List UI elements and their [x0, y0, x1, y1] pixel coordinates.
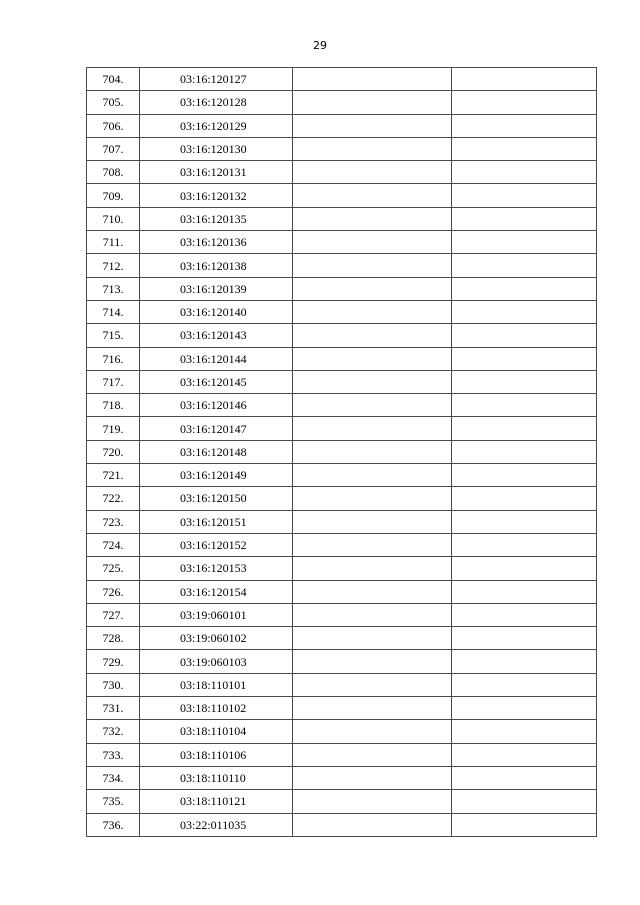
row-number-cell: 707.	[87, 137, 140, 160]
row-number-cell: 736.	[87, 813, 140, 836]
row-number-cell: 722.	[87, 487, 140, 510]
table-row	[87, 370, 597, 393]
page-number: 29	[313, 39, 327, 52]
cadastral-code-cell: 03:18:110110	[140, 766, 293, 789]
row-number-cell: 725.	[87, 557, 140, 580]
empty-cell	[293, 557, 452, 580]
cadastral-code-cell: 03:18:110106	[140, 743, 293, 766]
table-row	[87, 533, 597, 556]
empty-cell	[293, 650, 452, 673]
empty-cell	[293, 580, 452, 603]
table-row	[87, 464, 597, 487]
table-row	[87, 650, 597, 673]
empty-cell	[452, 790, 597, 813]
empty-cell	[293, 510, 452, 533]
table-row	[87, 487, 597, 510]
empty-cell	[452, 650, 597, 673]
table-row	[87, 91, 597, 114]
empty-cell	[293, 813, 452, 836]
empty-cell	[452, 68, 597, 91]
empty-cell	[293, 184, 452, 207]
table-row	[87, 324, 597, 347]
table-row	[87, 673, 597, 696]
empty-cell	[452, 137, 597, 160]
cadastral-code-cell: 03:16:120144	[140, 347, 293, 370]
empty-cell	[293, 137, 452, 160]
table-row	[87, 394, 597, 417]
row-number-cell: 735.	[87, 790, 140, 813]
row-number-cell: 716.	[87, 347, 140, 370]
row-number-cell: 726.	[87, 580, 140, 603]
empty-cell	[452, 347, 597, 370]
row-number-cell: 711.	[87, 231, 140, 254]
table-row	[87, 161, 597, 184]
empty-cell	[452, 184, 597, 207]
empty-cell	[293, 300, 452, 323]
empty-cell	[293, 254, 452, 277]
cadastral-code-cell: 03:16:120131	[140, 161, 293, 184]
cadastral-code-cell: 03:16:120138	[140, 254, 293, 277]
cadastral-code-cell: 03:16:120135	[140, 207, 293, 230]
row-number-cell: 708.	[87, 161, 140, 184]
empty-cell	[293, 487, 452, 510]
empty-cell	[452, 440, 597, 463]
table-row	[87, 603, 597, 626]
cadastral-code-cell: 03:16:120147	[140, 417, 293, 440]
empty-cell	[452, 487, 597, 510]
table-row	[87, 697, 597, 720]
cadastral-code-cell: 03:16:120145	[140, 370, 293, 393]
cadastral-code-cell: 03:16:120149	[140, 464, 293, 487]
empty-cell	[452, 324, 597, 347]
empty-cell	[452, 557, 597, 580]
row-number-cell: 715.	[87, 324, 140, 347]
table-row	[87, 207, 597, 230]
empty-cell	[293, 277, 452, 300]
empty-cell	[293, 720, 452, 743]
cadastral-code-cell: 03:16:120127	[140, 68, 293, 91]
cadastral-code-cell: 03:16:120136	[140, 231, 293, 254]
cadastral-code-cell: 03:16:120152	[140, 533, 293, 556]
row-number-cell: 733.	[87, 743, 140, 766]
empty-cell	[293, 394, 452, 417]
cadastral-code-cell: 03:19:060103	[140, 650, 293, 673]
cadastral-code-cell: 03:19:060101	[140, 603, 293, 626]
empty-cell	[452, 673, 597, 696]
empty-cell	[293, 207, 452, 230]
empty-cell	[293, 231, 452, 254]
table-row	[87, 627, 597, 650]
cadastral-code-cell: 03:22:011035	[140, 813, 293, 836]
cadastral-code-cell: 03:19:060102	[140, 627, 293, 650]
table-row	[87, 813, 597, 836]
empty-cell	[452, 254, 597, 277]
table-row	[87, 184, 597, 207]
empty-cell	[293, 464, 452, 487]
empty-cell	[452, 91, 597, 114]
cadastral-code-cell: 03:16:120150	[140, 487, 293, 510]
row-number-cell: 712.	[87, 254, 140, 277]
cadastral-code-cell: 03:18:110102	[140, 697, 293, 720]
empty-cell	[293, 161, 452, 184]
empty-cell	[452, 300, 597, 323]
empty-cell	[293, 324, 452, 347]
table-row	[87, 68, 597, 91]
cadastral-code-cell: 03:18:110104	[140, 720, 293, 743]
empty-cell	[452, 697, 597, 720]
empty-cell	[293, 91, 452, 114]
empty-cell	[293, 417, 452, 440]
row-number-cell: 732.	[87, 720, 140, 743]
row-number-cell: 730.	[87, 673, 140, 696]
row-number-cell: 728.	[87, 627, 140, 650]
row-number-cell: 731.	[87, 697, 140, 720]
empty-cell	[452, 720, 597, 743]
row-number-cell: 721.	[87, 464, 140, 487]
table-row	[87, 557, 597, 580]
table-body	[87, 68, 597, 837]
table-row	[87, 417, 597, 440]
empty-cell	[452, 417, 597, 440]
row-number-cell: 723.	[87, 510, 140, 533]
cadastral-code-cell: 03:16:120140	[140, 300, 293, 323]
empty-cell	[452, 580, 597, 603]
table-row	[87, 114, 597, 137]
cadastral-code-cell: 03:16:120148	[140, 440, 293, 463]
table-row	[87, 510, 597, 533]
cadastral-code-cell: 03:16:120143	[140, 324, 293, 347]
row-number-cell: 710.	[87, 207, 140, 230]
row-number-cell: 727.	[87, 603, 140, 626]
cadastral-code-cell: 03:18:110101	[140, 673, 293, 696]
cadastral-code-cell: 03:16:120146	[140, 394, 293, 417]
empty-cell	[452, 510, 597, 533]
empty-cell	[452, 394, 597, 417]
empty-cell	[293, 347, 452, 370]
row-number-cell: 714.	[87, 300, 140, 323]
cadastral-code-cell: 03:16:120139	[140, 277, 293, 300]
empty-cell	[293, 673, 452, 696]
empty-cell	[452, 464, 597, 487]
row-number-cell: 734.	[87, 766, 140, 789]
cadastral-code-cell: 03:18:110121	[140, 790, 293, 813]
row-number-cell: 705.	[87, 91, 140, 114]
table-row	[87, 254, 597, 277]
row-number-cell: 713.	[87, 277, 140, 300]
cadastral-table	[86, 67, 597, 837]
empty-cell	[452, 161, 597, 184]
cadastral-code-cell: 03:16:120130	[140, 137, 293, 160]
empty-cell	[452, 766, 597, 789]
empty-cell	[452, 277, 597, 300]
empty-cell	[452, 533, 597, 556]
empty-cell	[452, 813, 597, 836]
cadastral-code-cell: 03:16:120154	[140, 580, 293, 603]
row-number-cell: 720.	[87, 440, 140, 463]
empty-cell	[452, 603, 597, 626]
table-row	[87, 743, 597, 766]
empty-cell	[293, 370, 452, 393]
row-number-cell: 724.	[87, 533, 140, 556]
row-number-cell: 729.	[87, 650, 140, 673]
cadastral-code-cell: 03:16:120153	[140, 557, 293, 580]
empty-cell	[293, 533, 452, 556]
empty-cell	[293, 627, 452, 650]
empty-cell	[452, 743, 597, 766]
cadastral-code-cell: 03:16:120128	[140, 91, 293, 114]
empty-cell	[452, 207, 597, 230]
row-number-cell: 709.	[87, 184, 140, 207]
empty-cell	[293, 603, 452, 626]
row-number-cell: 717.	[87, 370, 140, 393]
table-row	[87, 790, 597, 813]
table-row	[87, 231, 597, 254]
empty-cell	[293, 790, 452, 813]
empty-cell	[293, 68, 452, 91]
table-row	[87, 440, 597, 463]
empty-cell	[293, 114, 452, 137]
row-number-cell: 719.	[87, 417, 140, 440]
empty-cell	[452, 114, 597, 137]
empty-cell	[452, 627, 597, 650]
empty-cell	[452, 231, 597, 254]
table-row	[87, 347, 597, 370]
table-row	[87, 277, 597, 300]
cadastral-code-cell: 03:16:120129	[140, 114, 293, 137]
empty-cell	[452, 370, 597, 393]
table-row	[87, 720, 597, 743]
cadastral-code-cell: 03:16:120151	[140, 510, 293, 533]
table-row	[87, 766, 597, 789]
table-row	[87, 300, 597, 323]
row-number-cell: 706.	[87, 114, 140, 137]
empty-cell	[293, 766, 452, 789]
empty-cell	[293, 743, 452, 766]
row-number-cell: 704.	[87, 68, 140, 91]
table-row	[87, 580, 597, 603]
empty-cell	[293, 440, 452, 463]
empty-cell	[293, 697, 452, 720]
row-number-cell: 718.	[87, 394, 140, 417]
cadastral-code-cell: 03:16:120132	[140, 184, 293, 207]
table-row	[87, 137, 597, 160]
